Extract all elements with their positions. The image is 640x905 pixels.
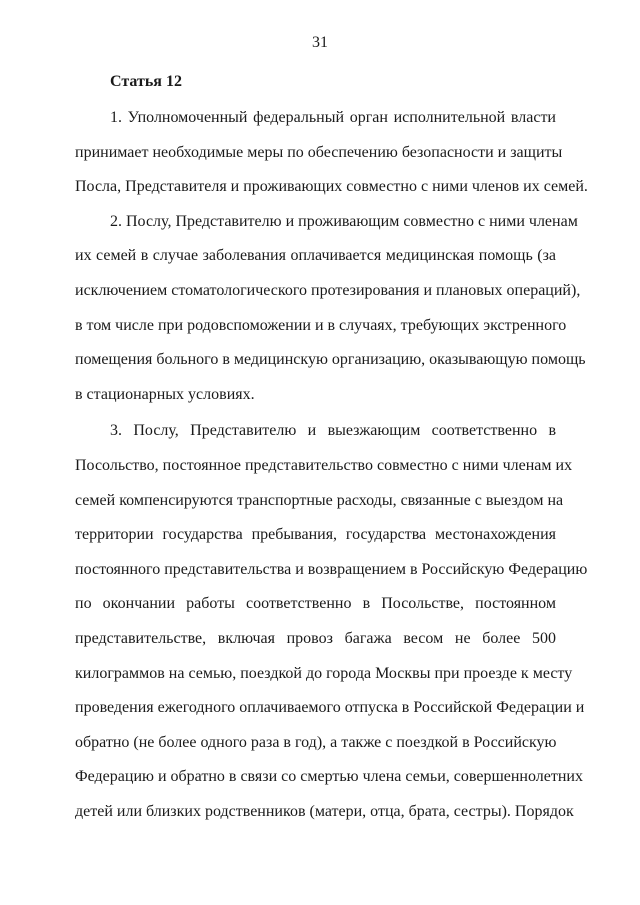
paragraph-line: принимает необходимые меры по обеспечению безопасности и защиты [75, 143, 563, 161]
paragraph-line: представительстве, включая провоз багажа весом не более 500 [75, 629, 556, 647]
paragraph-line: 2. Послу, Представителю и проживающим совместно с ними членам [110, 212, 578, 230]
paragraph-line: Посольство, постоянное представительство совместно с ними членам их [75, 456, 573, 474]
paragraph-line: 1. Уполномоченный федеральный орган исполнительной власти [110, 109, 556, 126]
article-body [75, 101, 588, 829]
paragraph-2 [75, 205, 586, 413]
paragraph-line: исключением стоматологического протезирования и плановых операций), [75, 281, 581, 299]
paragraph-line: проведения ежегодного оплачиваемого отпуска в Российской Федерации и [75, 699, 585, 717]
paragraph-line: в том числе при родовспоможении и в случаях, требующих экстренного [75, 316, 567, 334]
paragraph-line: помещения больного в медицинскую организацию, оказывающую помощь [75, 351, 586, 369]
article-title: Статья 12 [110, 73, 182, 90]
paragraph-line: по окончании работы соответственно в Посольстве, постоянном [75, 595, 556, 613]
paragraph-line: территории государства пребывания, государства местонахождения [75, 526, 556, 544]
paragraph-line: их семей в случае заболевания оплачивается медицинская помощь (за [75, 247, 556, 265]
paragraph-line: Федерацию и обратно в связи со смертью члена семьи, совершеннолетних [75, 768, 583, 786]
paragraph-1 [75, 101, 588, 205]
paragraph-line: обратно (не более одного раза в год), а также с поездкой в Российскую [75, 733, 557, 751]
paragraph-line: семей компенсируются транспортные расходы, связанные с выездом на [75, 491, 564, 509]
page-number: 31 [312, 34, 328, 51]
paragraph-line: 3. Послу, Представителю и выезжающим соответственно в [110, 422, 556, 440]
paragraph-line: постоянного представительства и возвращением в Российскую Федерацию [75, 560, 588, 578]
paragraph-3 [75, 414, 588, 829]
paragraph-line: в стационарных условиях. [75, 385, 255, 403]
paragraph-line: детей или близких родственников (матери, отца, брата, сестры). Порядок [75, 802, 574, 820]
paragraph-line: Посла, Представителя и проживающих совместно с ними членов их семей. [75, 178, 588, 196]
paragraph-line: килограммов на семью, поездкой до города Москвы при проезде к месту [75, 664, 573, 682]
